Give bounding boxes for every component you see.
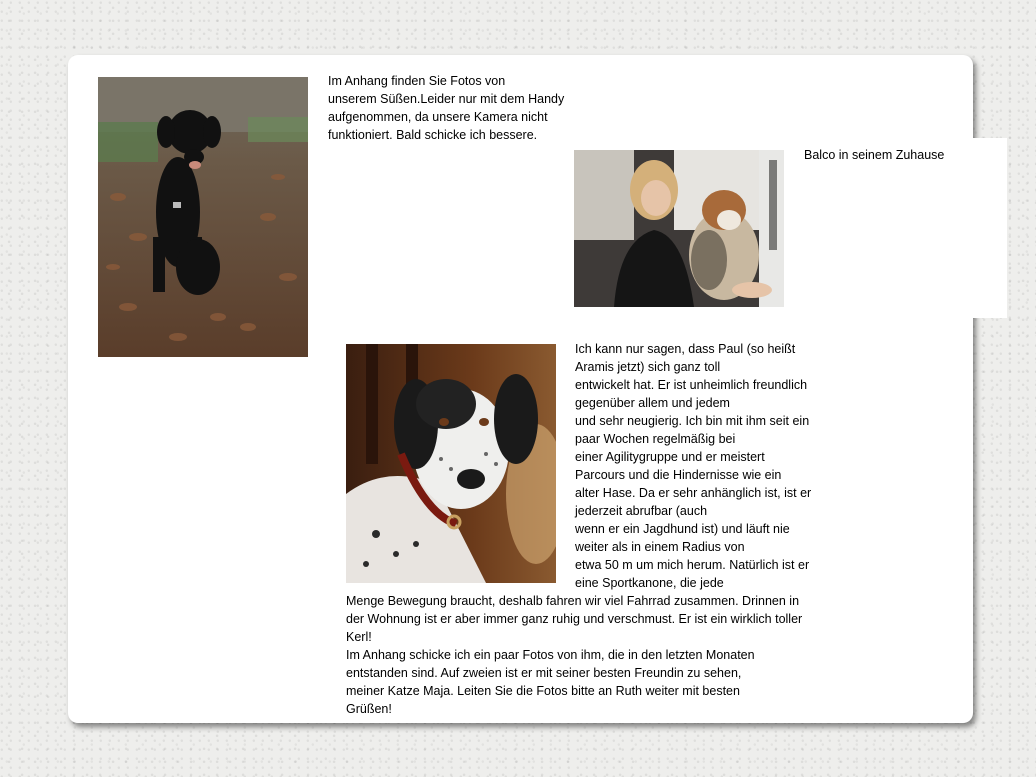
spotted-dog-image bbox=[346, 344, 556, 583]
black-dog-photo[interactable] bbox=[98, 77, 308, 357]
spotted-dog-photo[interactable] bbox=[346, 344, 556, 583]
black-dog-image bbox=[98, 77, 308, 357]
woman-with-dog-photo[interactable] bbox=[574, 150, 784, 307]
story-side-text: Ich kann nur sagen, dass Paul (so heißt Aramis jetzt) sich ganz toll entwickelt hat. Er ist unheimlich freundlich gegenüber allem und jedem und sehr neugierig. Ich bin mit ihm seit ein paar Wochen regelmäßig bei einer Agilitygruppe und er meistert Parcours und die Hindernisse wie ein alter Hase. Da er sehr anhänglich ist, ist er jederzeit abrufbar (auch wenn er ein Jagdhund ist) und läuft nie weiter als in einem Radius von etwa 50 m um mich herum. Natürlich ist er eine Sportkanone, die jede bbox=[575, 342, 812, 590]
woman-dog-image bbox=[574, 150, 784, 307]
story-bottom-text: Menge Bewegung braucht, deshalb fahren wir viel Fahrrad zusammen. Drinnen in der Wohnung ist er aber immer ganz ruhig und verschmust. Er ist ein wirklich toller Kerl! Im Anhang schicke ich ein paar Fotos von ihm, die in den letzten Monaten entstanden sind. Auf zweien ist er mit seiner besten Freundin zu sehen, meiner Katze Maja. Leiten Sie die Fotos bitte an Ruth weiter mit besten Grüßen! bbox=[346, 594, 803, 716]
intro-text: Im Anhang finden Sie Fotos von unserem Süßen.Leider nur mit dem Handy aufgenommen, da unsere Kamera nicht funktioniert. Bald schicke ich bessere. bbox=[328, 74, 565, 142]
photo-caption: Balco in seinem Zuhause bbox=[804, 148, 945, 162]
